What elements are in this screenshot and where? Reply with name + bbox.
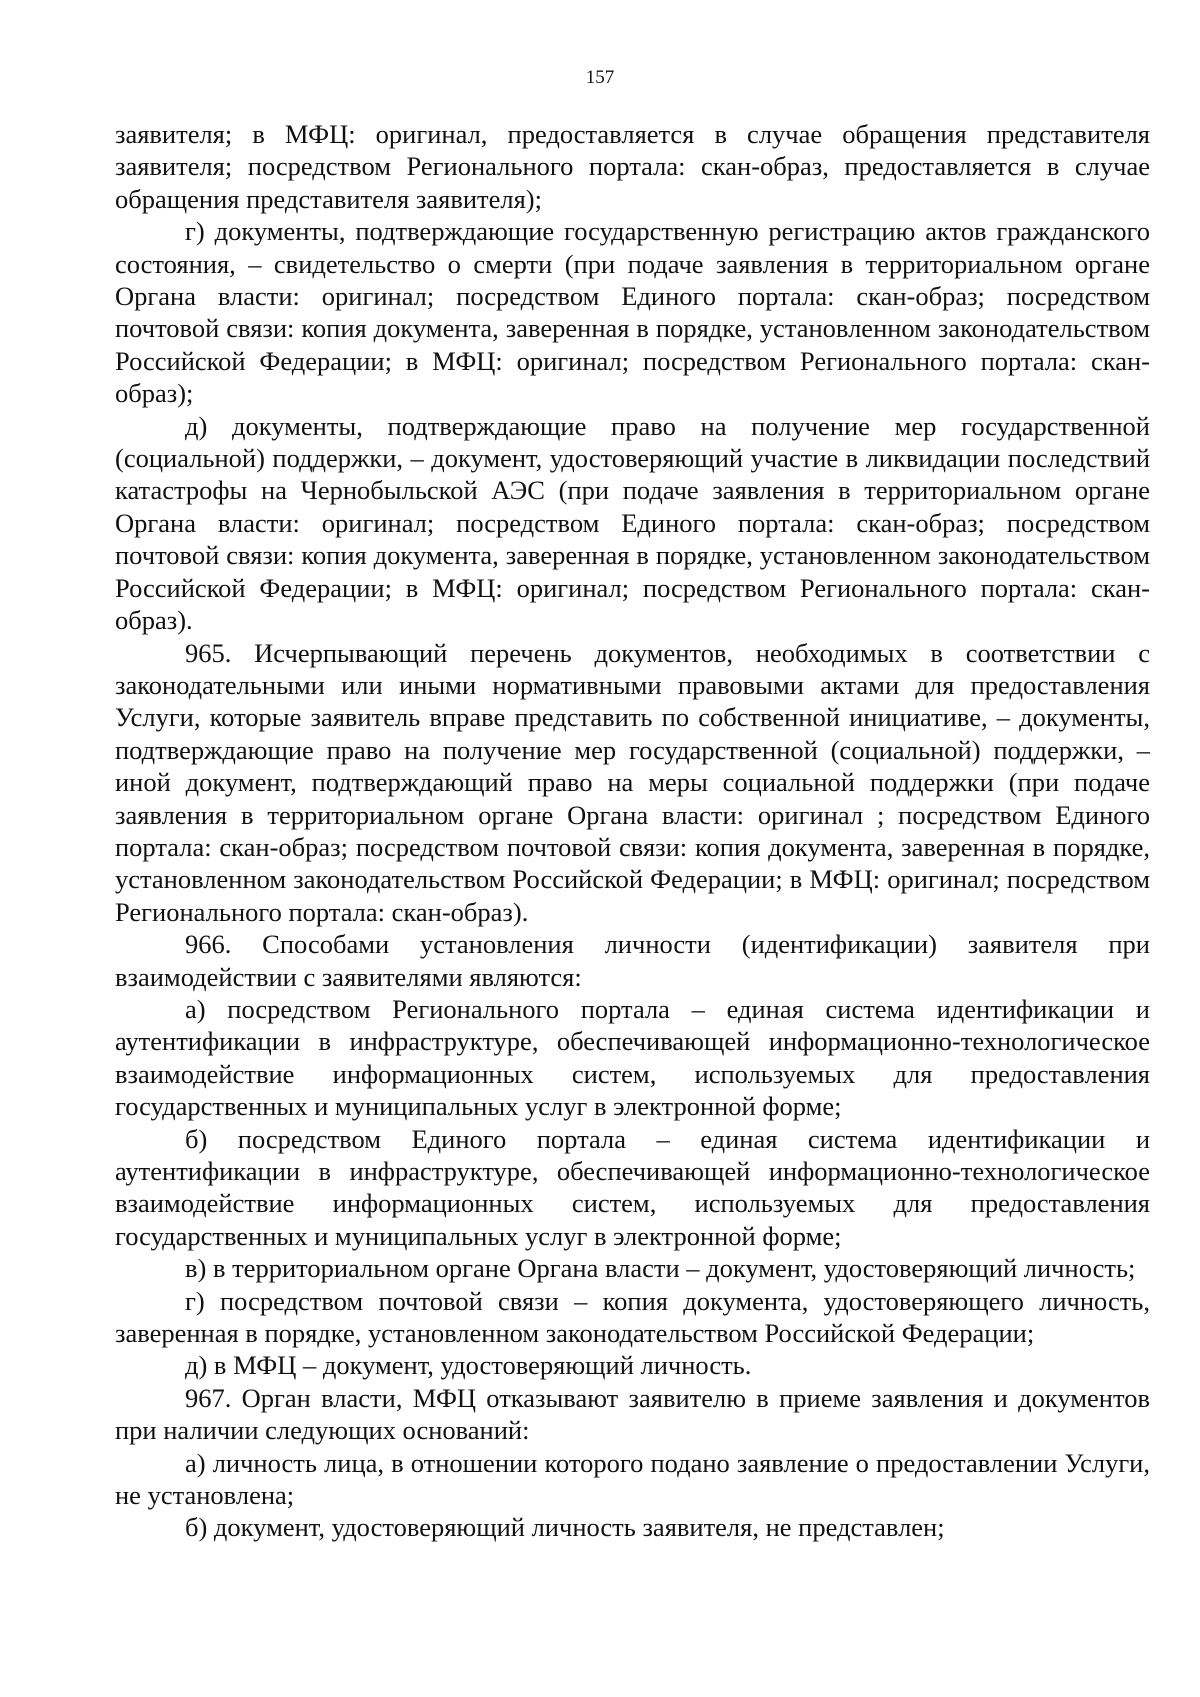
paragraph-966-item-b: б) посредством Единого портала – единая система идентификации и аутентификации в инфраструктуре, обеспечивающей информационно-технологическое взаимодействие информационных систем, используемых для предоставления государственных и муниципальных услуг в электронной форме;	[115, 1123, 1150, 1251]
paragraph-967-item-a: а) личность лица, в отношении которого подано заявление о предоставлении Услуги, не установлена;	[115, 1447, 1150, 1511]
paragraph-966-item-v: в) в территориальном органе Органа власти – документ, удостоверяющий личность;	[185, 1253, 1136, 1284]
paragraph-item-d-social-support: д) документы, подтверждающие право на получение мер государственной (социальной) поддержки, – документ, удостоверяющий участие в ликвидации последствий катастрофы на Чернобыльской АЭС (при подаче заявления в территориальном органе Органа власти: оригинал; посредством Единого портала: скан-образ; посредством почтовой связи: копия документа, заверенная в порядке, установленном законодательством Российской Федерации; в МФЦ: оригинал; посредством Регионального портала: скан-образ).	[115, 410, 1150, 636]
document-body	[115, 118, 1150, 1544]
paragraph-966-item-a: а) посредством Регионального портала – единая система идентификации и аутентификации в инфраструктуре, обеспечивающей информационно-технологическое взаимодействие информационных систем, используемых для предоставления государственных и муниципальных услуг в электронной форме;	[115, 993, 1150, 1122]
paragraph-item-g-civil-registration: г) документы, подтверждающие государственную регистрацию актов гражданского состояния, – свидетельство о смерти (при подаче заявления в территориальном органе Органа власти: оригинал; посредством Единого портала: скан-образ; посредством почтовой связи: копия документа, заверенная в порядке, установленном законодательством Российской Федерации; в МФЦ: оригинал; посредством Регионального портала: скан-образ);	[115, 216, 1150, 409]
page-number: 157	[585, 67, 615, 88]
paragraph-966-item-d: д) в МФЦ – документ, удостоверяющий личность.	[185, 1350, 752, 1381]
paragraph-966: 966. Способами установления личности (идентификации) заявителя при взаимодействии с заявителями являются:	[115, 929, 1150, 992]
paragraph-967-item-b: б) документ, удостоверяющий личность заявителя, не представлен;	[185, 1512, 945, 1543]
paragraph-965: 965. Исчерпывающий перечень документов, необходимых в соответствии с законодательными или иными нормативными правовыми актами для предоставления Услуги, которые заявитель вправе представить по собственной инициативе, – документы, подтверждающие право на получение мер государственной (социальной) поддержки, – иной документ, подтверждающий право на меры социальной поддержки (при подаче заявления в территориальном органе Органа власти: оригинал ; посредством Единого портала: скан-образ; посредством почтовой связи: копия документа, заверенная в порядке, установленном законодательством Российской Федерации; в МФЦ: оригинал; посредством Регионального портала: скан-образ).	[115, 637, 1150, 927]
paragraph-967: 967. Орган власти, МФЦ отказывают заявителю в приеме заявления и документов при наличии следующих оснований:	[115, 1382, 1150, 1446]
paragraph-continuation: заявителя; в МФЦ: оригинал, предоставляется в случае обращения представителя заявителя; посредством Регионального портала: скан-образ, предоставляется в случае обращения представителя заявителя);	[115, 119, 1150, 214]
paragraph-966-item-g: г) посредством почтовой связи – копия документа, удостоверяющего личность, заверенная в порядке, установленном законодательством Российской Федерации;	[115, 1285, 1150, 1349]
